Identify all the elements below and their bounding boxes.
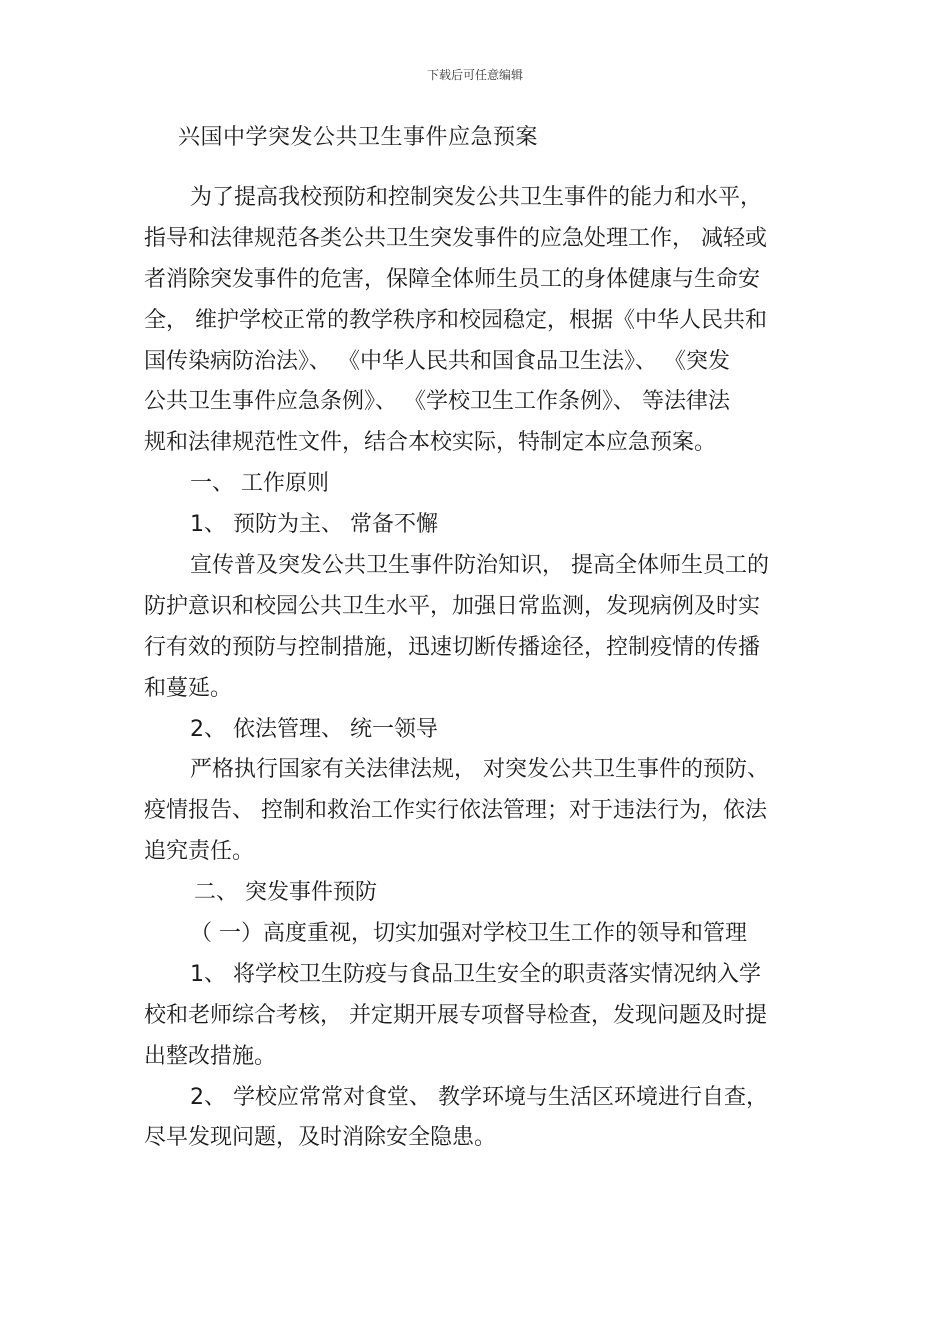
document-body	[144, 178, 814, 1159]
paragraph-line: 2、 学校应常常对食堂、 教学环境与生活区环境进行自查，	[190, 1084, 768, 1110]
paragraph-line: 防护意识和校园公共卫生水平，加强日常监测，发现病例及时实	[144, 593, 761, 619]
paragraph-line: 严格执行国家有关法律法规， 对突发公共卫生事件的预防、	[190, 757, 769, 783]
paragraph-line: 追究责任。	[144, 839, 255, 865]
paragraph-line: 指导和法律规范各类公共卫生突发事件的应急处理工作， 减轻或	[144, 225, 767, 251]
paragraph-line: 国传染病防治法》、 《中华人民共和国食品卫生法》、 《突发	[144, 348, 730, 374]
paragraph-line: 出整改措施。	[144, 1043, 277, 1069]
section-heading: 二、 突发事件预防	[194, 880, 377, 906]
page-header-note: 下载后可任意编辑	[426, 68, 523, 82]
document-title: 兴国中学突发公共卫生事件应急预案	[178, 125, 539, 150]
paragraph-line: 者消除突发事件的危害，保障全体师生员工的身体健康与生命安	[144, 266, 761, 292]
section-heading: 一、 工作原则	[190, 471, 329, 497]
paragraph-line: 1、 将学校卫生防疫与食品卫生安全的职责落实情况纳入学	[190, 961, 761, 987]
subsection-heading: 1、 预防为主、 常备不懈	[190, 512, 438, 538]
paragraph-line: 为了提高我校预防和控制突发公共卫生事件的能力和水平，	[190, 185, 763, 210]
paragraph-line: 和蔓延。	[144, 675, 233, 701]
paragraph-line: 尽早发现问题，及时消除安全隐患。	[144, 1125, 497, 1151]
subsection-heading: 2、 依法管理、 统一领导	[190, 716, 438, 742]
paragraph-line: 规和法律规范性文件，结合本校实际，特制定本应急预案。	[144, 430, 717, 456]
paragraph-line: 行有效的预防与控制措施，迅速切断传播途径，控制疫情的传播	[144, 634, 761, 660]
subsection-heading: （ 一）高度重视，切实加强对学校卫生工作的领导和管理	[190, 921, 747, 947]
paragraph-line: 公共卫生事件应急条例》、 《学校卫生工作条例》、 等法律法	[144, 389, 730, 415]
paragraph-line: 宣传普及突发公共卫生事件防治知识， 提高全体师生员工的	[190, 553, 769, 579]
paragraph-line: 校和老师综合考核， 并定期开展专项督导检查，发现问题及时提	[144, 1002, 767, 1028]
paragraph-line: 全， 维护学校正常的教学秩序和校园稳定，根据《中华人民共和	[144, 307, 767, 333]
paragraph-line: 疫情报告、 控制和救治工作实行依法管理；对于违法行为，依法	[144, 798, 767, 824]
